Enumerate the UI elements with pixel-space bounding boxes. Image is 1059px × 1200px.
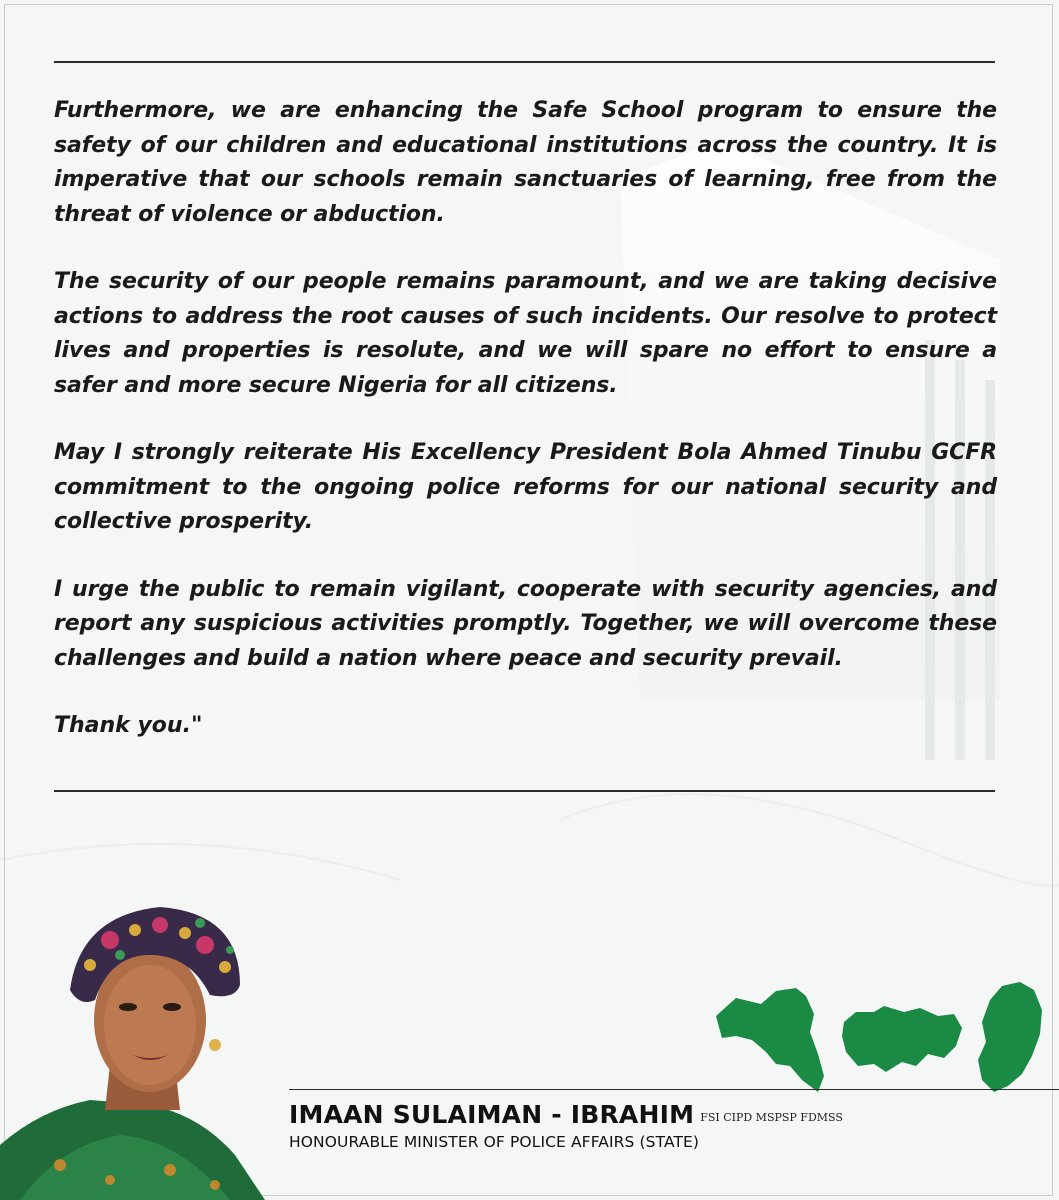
paragraph-safe-school: Furthermore, we are enhancing the Safe School program to ensure the safety of our children and educational institutions across the country. It is imperative that our schools remain sanctuaries of learning, free from the threat of violence or abduction. — [54, 98, 997, 227]
minister-portrait — [0, 895, 290, 1200]
signatory-name: IMAAN SULAIMAN - IBRAHIM — [289, 1100, 695, 1129]
map-shape-2 — [842, 1006, 962, 1072]
map-shape-3 — [978, 982, 1042, 1092]
signature-line — [289, 1089, 1059, 1090]
paragraph-security: The security of our people remains paramount, and we are taking decisive actions to address the root causes of such incidents. Our resolve to protect lives and properties is resolute, and we will spare no effort to ensure a safer and more secure Nigeria for all citizens. — [54, 269, 997, 398]
map-shape-1 — [716, 988, 824, 1092]
closing-thanks: Thank you." — [54, 713, 203, 738]
paragraph-public-vigilance: I urge the public to remain vigilant, cooperate with security agencies, and report any suspicious activities promptly. Together, we will overcome these challenges and build a nation where peace and security prevail. — [54, 576, 997, 671]
nigeria-map-icons — [706, 976, 1046, 1098]
signatory-title: HONOURABLE MINISTER OF POLICE AFFAIRS (STATE) — [289, 1133, 700, 1151]
statement-body — [54, 94, 997, 744]
signatory-name-block — [289, 1100, 843, 1129]
paragraph-police-reforms: May I strongly reiterate His Excellency President Bola Ahmed Tinubu GCFR commitment to the ongoing police reforms for our national security and collective prosperity. — [54, 440, 997, 534]
top-divider — [54, 61, 995, 63]
bottom-divider — [54, 790, 995, 792]
signatory-credentials: FSI CIPD MSPSP FDMSS — [700, 1111, 843, 1124]
